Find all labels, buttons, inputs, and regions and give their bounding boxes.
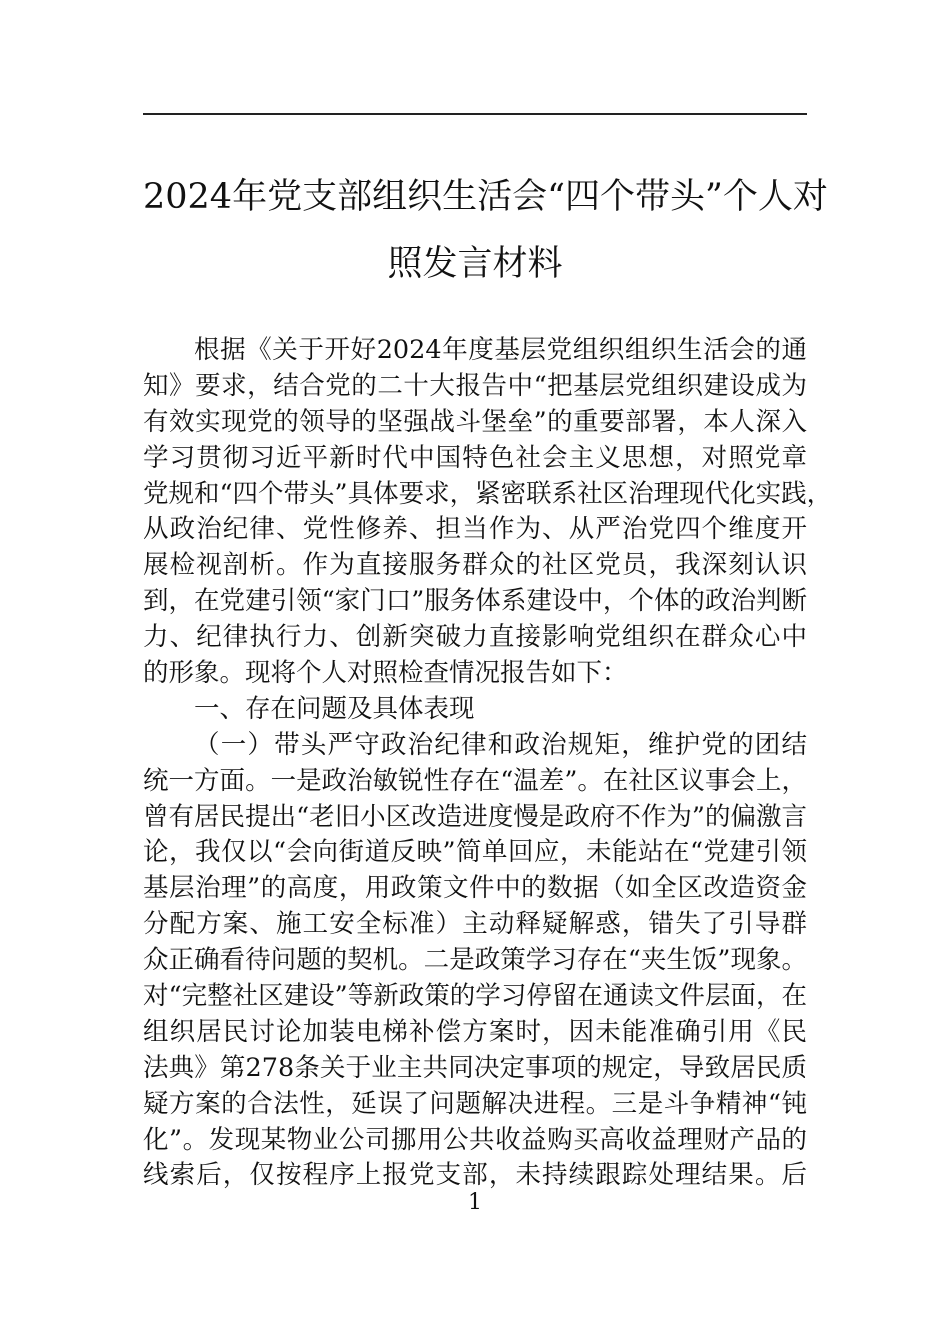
document-title-line-1: 2024年党支部组织生活会“四个带头”个人对 xyxy=(143,177,828,217)
body-line: 从政治纪律、党性修养、担当作为、从严治党四个维度开 xyxy=(143,514,807,545)
body-line: 化”。发现某物业公司挪用公共收益购买高收益理财产品的 xyxy=(143,1124,807,1155)
body-line: 展检视剖析。作为直接服务群众的社区党员，我深刻认识 xyxy=(143,550,807,581)
body-line: 分配方案、施工安全标准）主动释疑解惑，错失了引导群 xyxy=(143,909,807,940)
document-body xyxy=(143,333,833,1194)
body-line: 有效实现党的领导的坚强战斗堡垒”的重要部署，本人深入 xyxy=(143,406,807,437)
page-number: 1 xyxy=(468,1190,482,1215)
body-line: 力、纪律执行力、创新突破力直接影响党组织在群众心中 xyxy=(143,622,807,653)
document-title-line-2: 照发言材料 xyxy=(387,244,563,284)
body-line: 知》要求，结合党的二十大报告中“把基层党组织建设成为 xyxy=(143,370,807,401)
body-line: 根据《关于开好2024年度基层党组织组织生活会的通 xyxy=(194,335,807,365)
body-line: 对“完整社区建设”等新政策的学习停留在通读文件层面，在 xyxy=(143,981,807,1012)
body-line: 论，我仅以“会向街道反映”简单回应，未能站在“党建引领 xyxy=(143,837,807,868)
header-rule xyxy=(143,113,807,115)
body-line: 众正确看待问题的契机。二是政策学习存在“夹生饭”现象。 xyxy=(143,945,807,976)
body-line: 统一方面。一是政治敏锐性存在“温差”。在社区议事会上， xyxy=(143,765,807,796)
body-line: （一）带头严守政治纪律和政治规矩，维护党的团结 xyxy=(194,729,807,760)
body-line: 疑方案的合法性，延误了问题解决进程。三是斗争精神“钝 xyxy=(143,1088,807,1119)
body-line: 曾有居民提出“老旧小区改造进度慢是政府不作为”的偏激言 xyxy=(143,801,807,832)
body-line: 法典》第278条关于业主共同决定事项的规定，导致居民质 xyxy=(143,1052,807,1083)
body-line: 学习贯彻习近平新时代中国特色社会主义思想，对照党章 xyxy=(143,442,807,473)
body-line: 组织居民讨论加装电梯补偿方案时，因未能准确引用《民 xyxy=(143,1016,807,1047)
body-line: 到，在党建引领“家门口”服务体系建设中，个体的政治判断 xyxy=(143,586,807,617)
body-line: 基层治理”的高度，用政策文件中的数据（如全区改造资金 xyxy=(143,873,807,904)
body-line: 线索后，仅按程序上报党支部，未持续跟踪处理结果。后 xyxy=(143,1160,807,1191)
section-heading: 一、存在问题及具体表现 xyxy=(194,693,475,724)
body-line: 党规和“四个带头”具体要求，紧密联系社区治理现代化实践， xyxy=(143,478,833,509)
body-line: 的形象。现将个人对照检查情况报告如下： xyxy=(143,658,628,689)
